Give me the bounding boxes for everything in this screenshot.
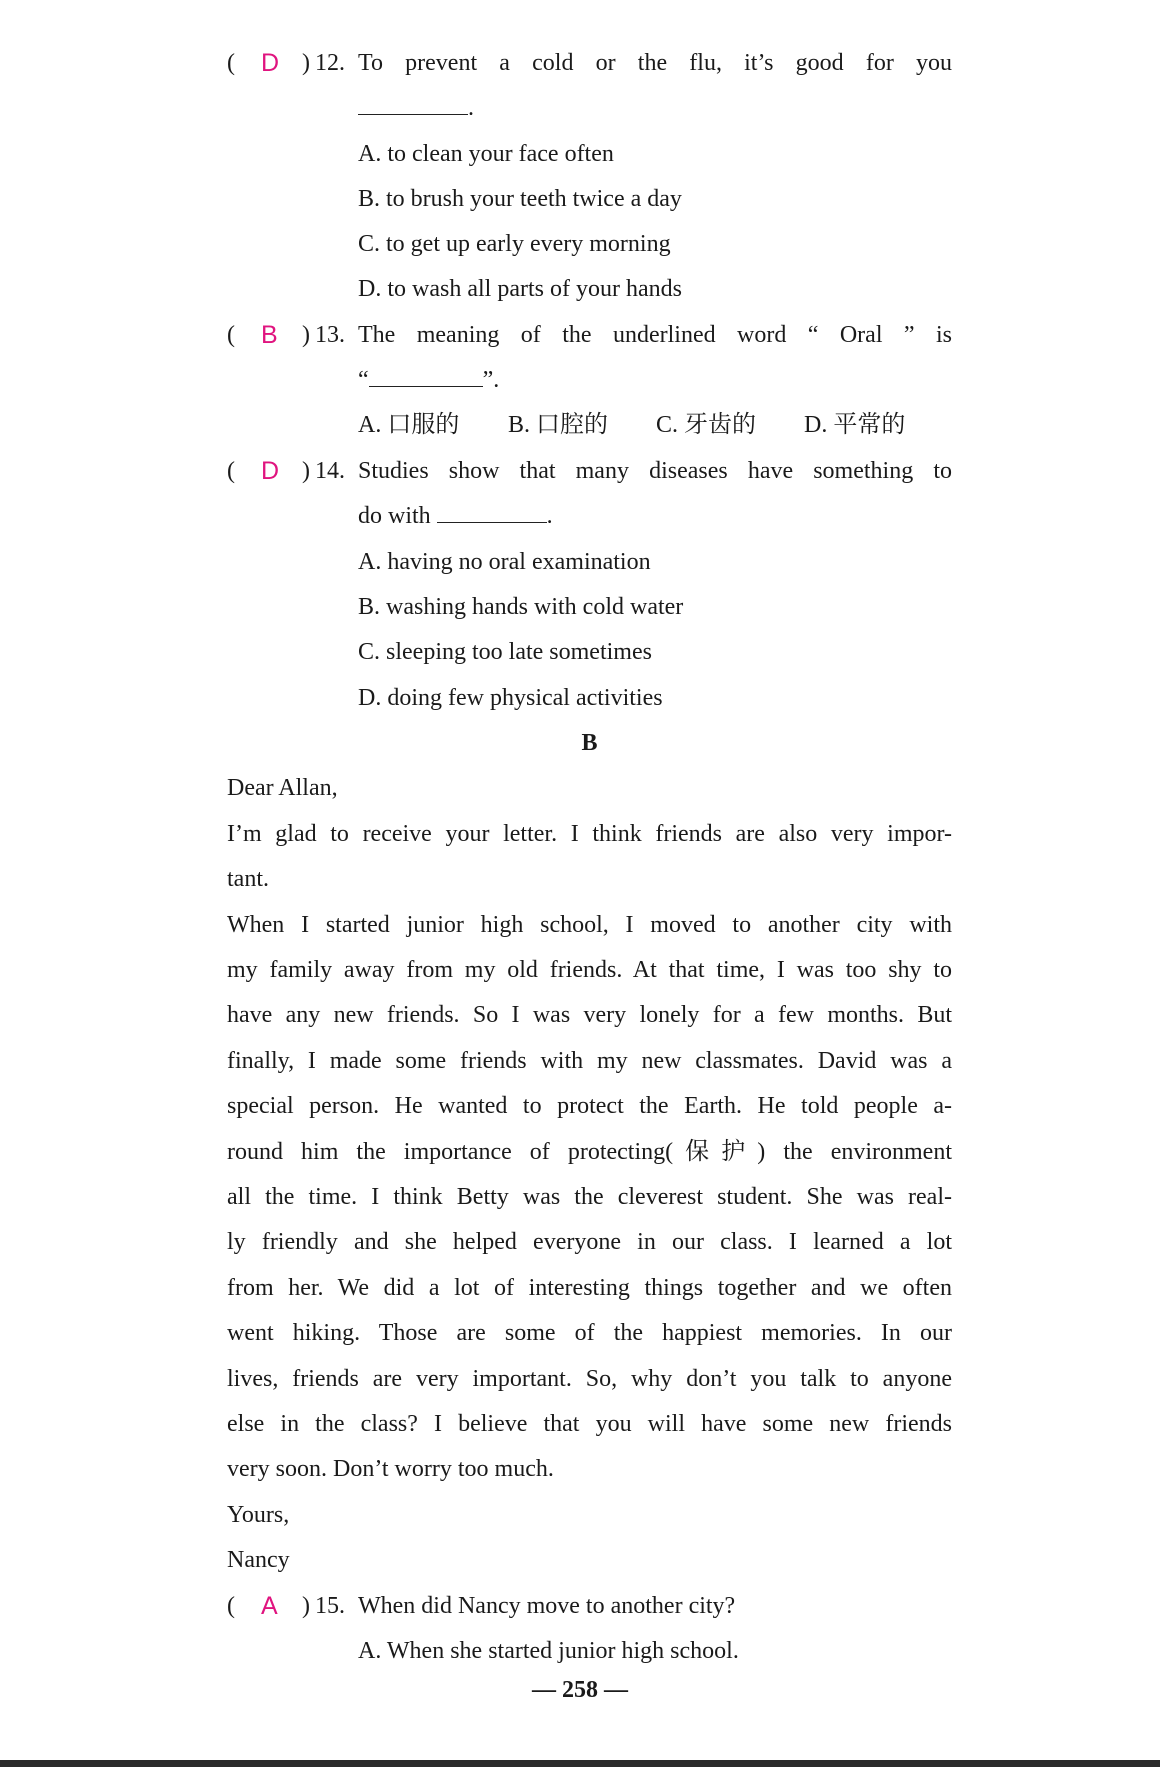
left-paren: ( [227,1593,235,1619]
answer-blank [369,360,483,387]
bottom-bar [0,1760,1160,1767]
letter-line: lives, friends are very important. So, why don’t you talk to anyone [227,1366,952,1392]
option-a: A. 口服的 [358,412,460,438]
letter-line: ly friendly and she helped everyone in our class. I learned a lot [227,1229,952,1255]
question-13-row [227,313,952,357]
letter-line: tant. [227,866,269,892]
question-number: 13. [315,322,345,348]
option-a: A. When she started junior high school. [358,1638,739,1664]
right-paren: ) [302,1593,310,1619]
option-b: B. to brush your teeth twice a day [358,186,682,212]
option-c: C. to get up early every morning [358,231,671,257]
question-number: 14. [315,458,345,484]
left-paren: ( [227,322,235,348]
question-stem: To prevent a cold or the flu, it’s good for you [358,50,952,76]
option-a: A. having no oral examination [358,549,651,575]
letter-line: my family away from my old friends. At that time, I was too shy to [227,957,952,983]
letter-closing: Yours, [227,1502,290,1528]
answer-mark: A [261,1592,278,1620]
letter-line: very soon. Don’t worry too much. [227,1456,554,1482]
option-d: D. to wash all parts of your hands [358,276,682,302]
letter-greeting: Dear Allan, [227,775,338,801]
letter-line: all the time. I think Betty was the cleverest student. She was real- [227,1184,952,1210]
letter-line: round him the importance of protecting(保护) the environment [227,1139,952,1165]
option-a: A. to clean your face often [358,141,614,167]
option-b: B. 口腔的 [508,412,609,438]
letter-line: else in the class? I believe that you will have some new friends [227,1411,952,1437]
letter-line: I’m glad to receive your letter. I think friends are also very impor- [227,821,952,847]
question-14-row [227,449,952,493]
option-b: B. washing hands with cold water [358,594,684,620]
left-paren: ( [227,50,235,76]
letter-line: from her. We did a lot of interesting things together and we often [227,1275,952,1301]
option-d: D. 平常的 [804,412,906,438]
answer-blank [358,88,468,115]
page-number: — 258 — [532,1677,628,1703]
right-paren: ) [302,50,310,76]
answer-mark: D [261,457,280,485]
answer-blank [437,496,547,523]
right-paren: ) [302,322,310,348]
option-c: C. sleeping too late sometimes [358,639,652,665]
question-stem: Studies show that many diseases have something to [358,458,952,484]
question-number: 12. [315,50,345,76]
question-stem: The meaning of the underlined word “ Oral ” is [358,322,952,348]
question-stem-continued: do with . [358,494,952,538]
answer-blank-line: . [358,86,952,130]
answer-mark: D [261,49,280,77]
option-c: C. 牙齿的 [656,412,757,438]
question-number: 15. [315,1593,345,1619]
answer-mark: B [261,321,278,349]
letter-line: have any new friends. So I was very lonely for a few months. But [227,1002,952,1028]
letter-line: went hiking. Those are some of the happiest memories. In our [227,1320,952,1346]
letter-line: finally, I made some friends with my new classmates. David was a [227,1048,952,1074]
option-row [358,403,952,447]
letter-line: special person. He wanted to protect the Earth. He told people a- [227,1093,952,1119]
option-d: D. doing few physical activities [358,685,663,711]
question-stem: When did Nancy move to another city? [358,1593,736,1619]
letter-signature: Nancy [227,1547,290,1573]
question-12-row [227,41,952,85]
right-paren: ) [302,458,310,484]
left-paren: ( [227,458,235,484]
question-15-row [227,1584,952,1628]
answer-blank-line: “ ”. [358,358,952,402]
letter-line: When I started junior high school, I moved to another city with [227,912,952,938]
section-heading: B [581,730,598,756]
